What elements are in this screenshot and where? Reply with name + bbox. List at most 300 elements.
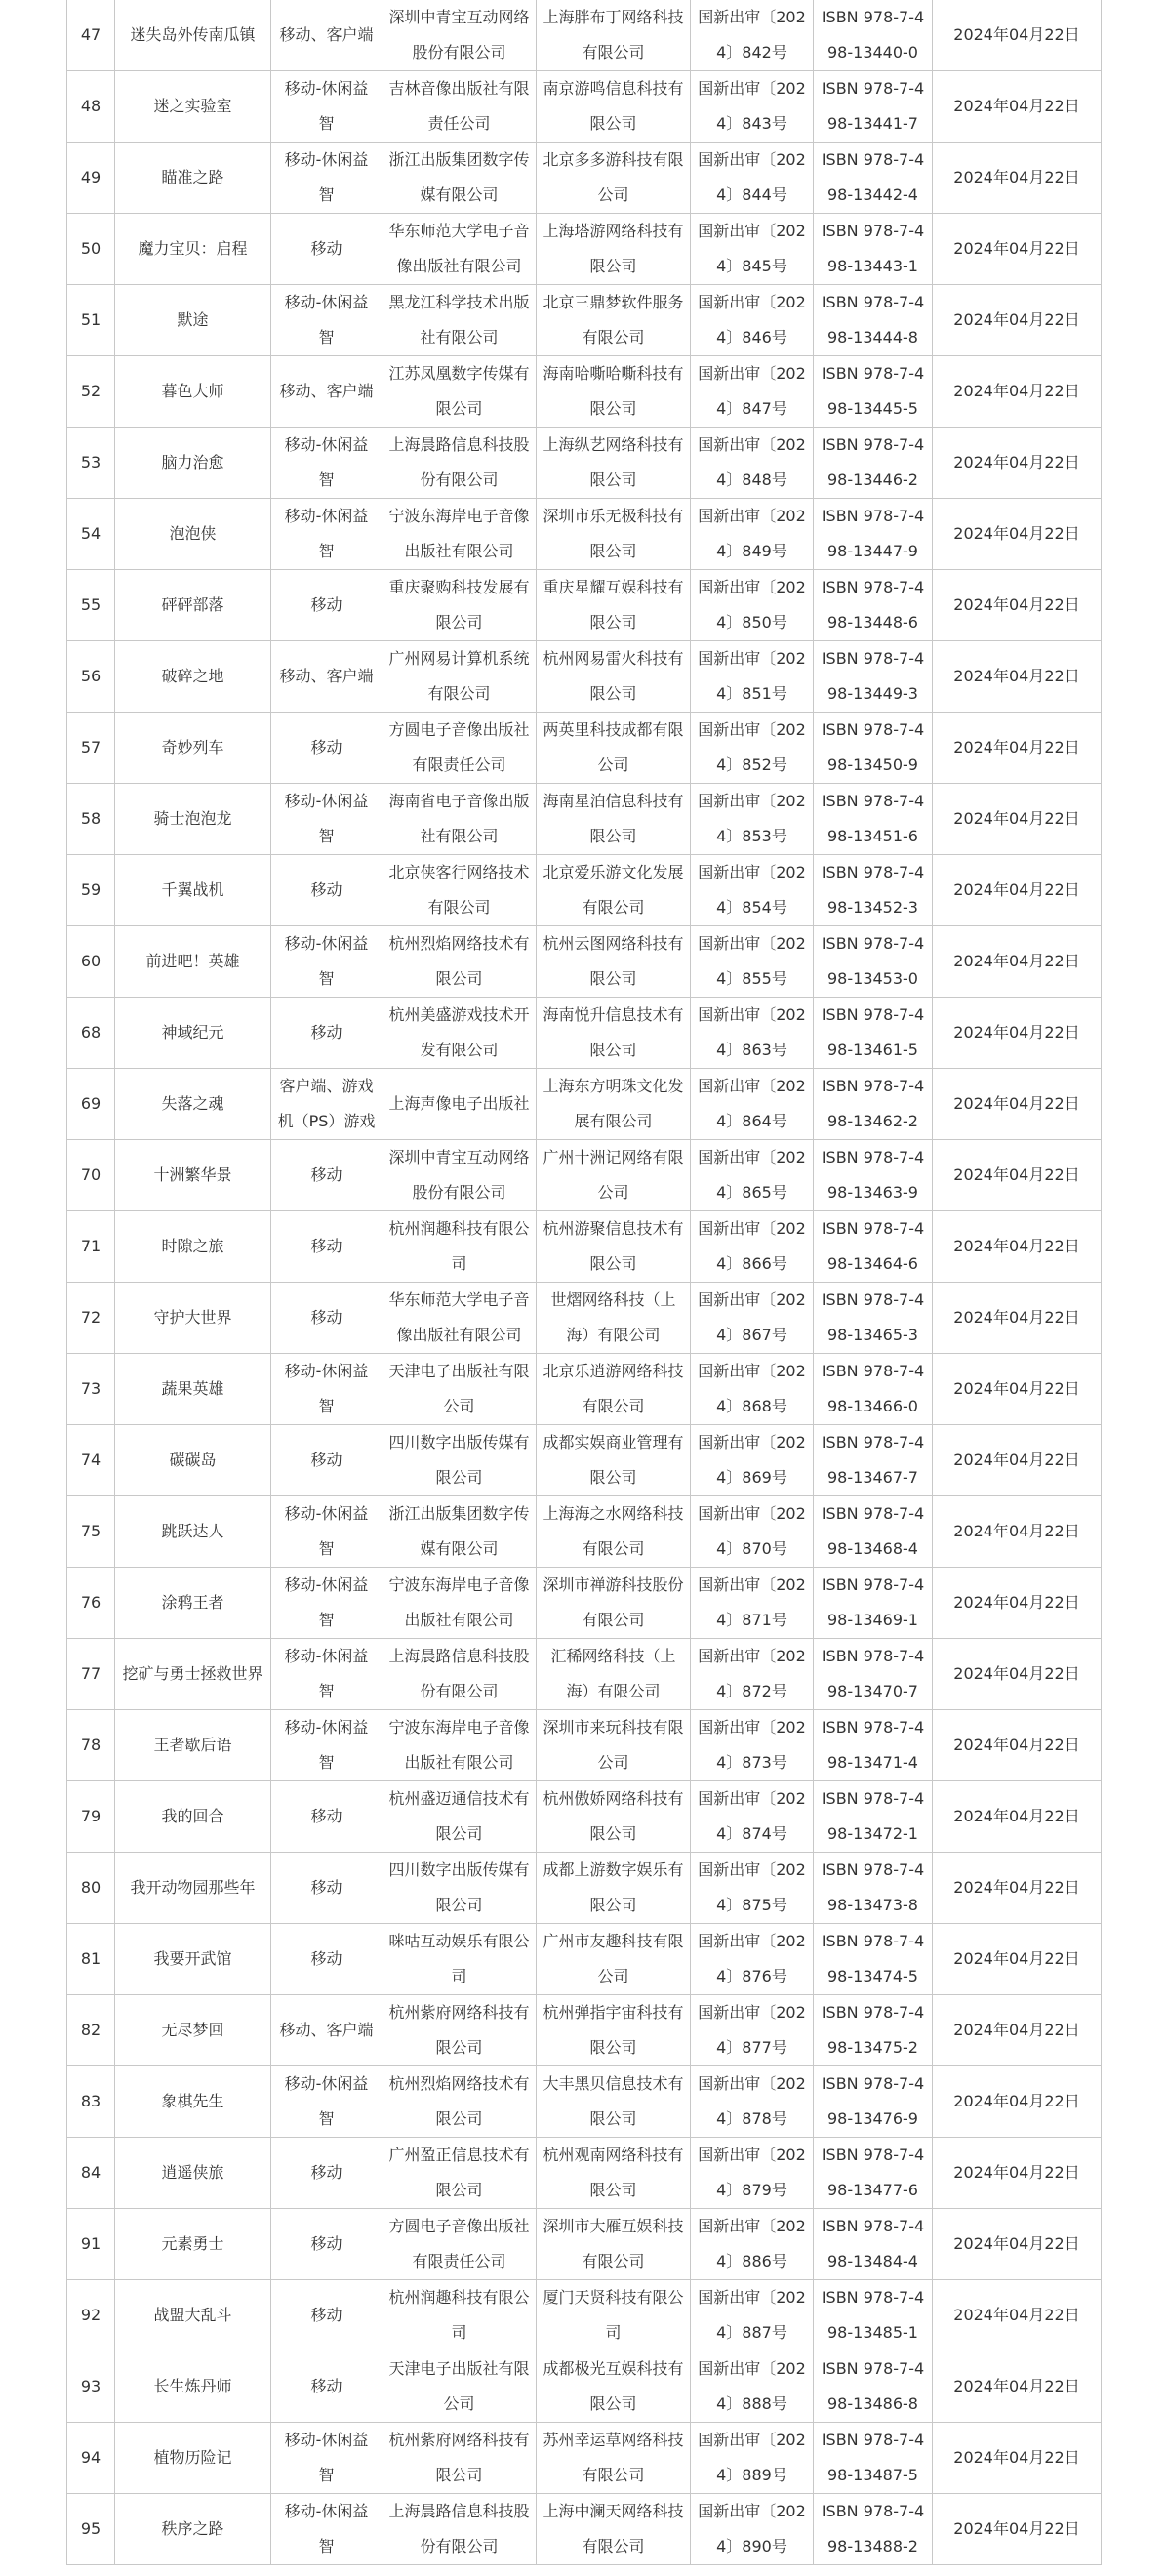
game-name-cell: 破碎之地 bbox=[115, 641, 271, 713]
table-row bbox=[67, 1211, 1102, 1283]
table-row bbox=[67, 2351, 1102, 2423]
publisher-cell: 四川数字出版传媒有限公司 bbox=[382, 1425, 537, 1496]
approval-number-cell: 国新出审〔2024〕872号 bbox=[691, 1639, 814, 1710]
game-type-cell: 移动-休闲益智 bbox=[271, 428, 382, 499]
game-name-cell: 守护大世界 bbox=[115, 1283, 271, 1354]
approval-date-cell: 2024年04月22日 bbox=[933, 499, 1102, 570]
row-number-cell: 57 bbox=[67, 713, 115, 784]
approval-date-cell: 2024年04月22日 bbox=[933, 143, 1102, 214]
operator-cell: 北京爱乐游文化发展有限公司 bbox=[537, 855, 691, 926]
table-row bbox=[67, 1496, 1102, 1568]
game-name-cell: 王者歇后语 bbox=[115, 1710, 271, 1781]
approval-number-cell: 国新出审〔2024〕854号 bbox=[691, 855, 814, 926]
row-number-cell: 82 bbox=[67, 1995, 115, 2066]
isbn-cell: ISBN 978-7-498-13448-6 bbox=[814, 570, 933, 641]
operator-cell: 两英里科技成都有限公司 bbox=[537, 713, 691, 784]
publisher-cell: 杭州紫府网络科技有限公司 bbox=[382, 1995, 537, 2066]
approval-number-cell: 国新出审〔2024〕870号 bbox=[691, 1496, 814, 1568]
isbn-cell: ISBN 978-7-498-13486-8 bbox=[814, 2351, 933, 2423]
table-row bbox=[67, 1710, 1102, 1781]
publisher-cell: 浙江出版集团数字传媒有限公司 bbox=[382, 143, 537, 214]
operator-cell: 成都实娱商业管理有限公司 bbox=[537, 1425, 691, 1496]
isbn-cell: ISBN 978-7-498-13452-3 bbox=[814, 855, 933, 926]
game-name-cell: 魔力宝贝：启程 bbox=[115, 214, 271, 285]
approval-number-cell: 国新出审〔2024〕863号 bbox=[691, 998, 814, 1069]
game-name-cell: 砰砰部落 bbox=[115, 570, 271, 641]
approval-number-cell: 国新出审〔2024〕867号 bbox=[691, 1283, 814, 1354]
table-row bbox=[67, 641, 1102, 713]
game-name-cell: 失落之魂 bbox=[115, 1069, 271, 1140]
approval-number-cell: 国新出审〔2024〕876号 bbox=[691, 1924, 814, 1995]
operator-cell: 上海中澜天网络科技有限公司 bbox=[537, 2494, 691, 2565]
game-type-cell: 移动 bbox=[271, 998, 382, 1069]
publisher-cell: 宁波东海岸电子音像出版社有限公司 bbox=[382, 1568, 537, 1639]
publisher-cell: 上海声像电子出版社 bbox=[382, 1069, 537, 1140]
game-name-cell: 十洲繁华景 bbox=[115, 1140, 271, 1211]
table-row bbox=[67, 2138, 1102, 2209]
game-type-cell: 移动 bbox=[271, 1140, 382, 1211]
publisher-cell: 北京侠客行网络技术有限公司 bbox=[382, 855, 537, 926]
row-number-cell: 70 bbox=[67, 1140, 115, 1211]
game-type-cell: 移动 bbox=[271, 2351, 382, 2423]
approval-date-cell: 2024年04月22日 bbox=[933, 998, 1102, 1069]
row-number-cell: 74 bbox=[67, 1425, 115, 1496]
operator-cell: 杭州网易雷火科技有限公司 bbox=[537, 641, 691, 713]
table-row bbox=[67, 499, 1102, 570]
isbn-cell: ISBN 978-7-498-13450-9 bbox=[814, 713, 933, 784]
approval-number-cell: 国新出审〔2024〕887号 bbox=[691, 2280, 814, 2351]
operator-cell: 杭州观南网络科技有限公司 bbox=[537, 2138, 691, 2209]
publisher-cell: 上海晨路信息科技股份有限公司 bbox=[382, 428, 537, 499]
approval-date-cell: 2024年04月22日 bbox=[933, 1568, 1102, 1639]
approval-number-cell: 国新出审〔2024〕846号 bbox=[691, 285, 814, 356]
game-type-cell: 移动-休闲益智 bbox=[271, 71, 382, 143]
row-number-cell: 92 bbox=[67, 2280, 115, 2351]
row-number-cell: 68 bbox=[67, 998, 115, 1069]
approval-date-cell: 2024年04月22日 bbox=[933, 855, 1102, 926]
game-type-cell: 移动-休闲益智 bbox=[271, 1354, 382, 1425]
row-number-cell: 51 bbox=[67, 285, 115, 356]
table-row bbox=[67, 998, 1102, 1069]
game-type-cell: 移动 bbox=[271, 1211, 382, 1283]
operator-cell: 广州市友趣科技有限公司 bbox=[537, 1924, 691, 1995]
game-type-cell: 移动-休闲益智 bbox=[271, 2423, 382, 2494]
approval-date-cell: 2024年04月22日 bbox=[933, 2351, 1102, 2423]
approval-date-cell: 2024年04月22日 bbox=[933, 2138, 1102, 2209]
isbn-cell: ISBN 978-7-498-13477-6 bbox=[814, 2138, 933, 2209]
row-number-cell: 73 bbox=[67, 1354, 115, 1425]
approval-number-cell: 国新出审〔2024〕864号 bbox=[691, 1069, 814, 1140]
approval-number-cell: 国新出审〔2024〕843号 bbox=[691, 71, 814, 143]
row-number-cell: 84 bbox=[67, 2138, 115, 2209]
table-row bbox=[67, 356, 1102, 428]
game-name-cell: 挖矿与勇士拯救世界 bbox=[115, 1639, 271, 1710]
game-type-cell: 移动、客户端 bbox=[271, 641, 382, 713]
table-row bbox=[67, 1639, 1102, 1710]
table-row bbox=[67, 2209, 1102, 2280]
table-row bbox=[67, 926, 1102, 998]
approval-number-cell: 国新出审〔2024〕874号 bbox=[691, 1781, 814, 1853]
approval-number-cell: 国新出审〔2024〕871号 bbox=[691, 1568, 814, 1639]
approval-number-cell: 国新出审〔2024〕873号 bbox=[691, 1710, 814, 1781]
operator-cell: 杭州弹指宇宙科技有限公司 bbox=[537, 1995, 691, 2066]
approval-number-cell: 国新出审〔2024〕850号 bbox=[691, 570, 814, 641]
approval-number-cell: 国新出审〔2024〕842号 bbox=[691, 0, 814, 71]
isbn-cell: ISBN 978-7-498-13444-8 bbox=[814, 285, 933, 356]
publisher-cell: 杭州烈焰网络技术有限公司 bbox=[382, 926, 537, 998]
game-name-cell: 无尽梦回 bbox=[115, 1995, 271, 2066]
game-type-cell: 移动 bbox=[271, 570, 382, 641]
isbn-cell: ISBN 978-7-498-13485-1 bbox=[814, 2280, 933, 2351]
operator-cell: 上海纵艺网络科技有限公司 bbox=[537, 428, 691, 499]
approval-date-cell: 2024年04月22日 bbox=[933, 713, 1102, 784]
publisher-cell: 广州盈正信息技术有限公司 bbox=[382, 2138, 537, 2209]
row-number-cell: 56 bbox=[67, 641, 115, 713]
table-row bbox=[67, 1853, 1102, 1924]
isbn-cell: ISBN 978-7-498-13465-3 bbox=[814, 1283, 933, 1354]
game-name-cell: 元素勇士 bbox=[115, 2209, 271, 2280]
approval-date-cell: 2024年04月22日 bbox=[933, 1781, 1102, 1853]
approval-date-cell: 2024年04月22日 bbox=[933, 2423, 1102, 2494]
approval-date-cell: 2024年04月22日 bbox=[933, 71, 1102, 143]
isbn-cell: ISBN 978-7-498-13463-9 bbox=[814, 1140, 933, 1211]
game-type-cell: 移动 bbox=[271, 713, 382, 784]
row-number-cell: 77 bbox=[67, 1639, 115, 1710]
row-number-cell: 72 bbox=[67, 1283, 115, 1354]
table-row bbox=[67, 2066, 1102, 2138]
publisher-cell: 宁波东海岸电子音像出版社有限公司 bbox=[382, 1710, 537, 1781]
approval-number-cell: 国新出审〔2024〕847号 bbox=[691, 356, 814, 428]
game-name-cell: 暮色大师 bbox=[115, 356, 271, 428]
publisher-cell: 上海晨路信息科技股份有限公司 bbox=[382, 1639, 537, 1710]
publisher-cell: 杭州烈焰网络技术有限公司 bbox=[382, 2066, 537, 2138]
approval-date-cell: 2024年04月22日 bbox=[933, 1924, 1102, 1995]
approval-date-cell: 2024年04月22日 bbox=[933, 570, 1102, 641]
row-number-cell: 93 bbox=[67, 2351, 115, 2423]
game-type-cell: 移动 bbox=[271, 214, 382, 285]
game-type-cell: 移动 bbox=[271, 1924, 382, 1995]
publisher-cell: 广州网易计算机系统有限公司 bbox=[382, 641, 537, 713]
isbn-cell: ISBN 978-7-498-13467-7 bbox=[814, 1425, 933, 1496]
game-type-cell: 移动、客户端 bbox=[271, 0, 382, 71]
row-number-cell: 47 bbox=[67, 0, 115, 71]
approval-date-cell: 2024年04月22日 bbox=[933, 285, 1102, 356]
approval-date-cell: 2024年04月22日 bbox=[933, 1639, 1102, 1710]
row-number-cell: 91 bbox=[67, 2209, 115, 2280]
operator-cell: 重庆星耀互娱科技有限公司 bbox=[537, 570, 691, 641]
row-number-cell: 95 bbox=[67, 2494, 115, 2565]
publisher-cell: 华东师范大学电子音像出版社有限公司 bbox=[382, 1283, 537, 1354]
approval-number-cell: 国新出审〔2024〕869号 bbox=[691, 1425, 814, 1496]
operator-cell: 世熠网络科技（上海）有限公司 bbox=[537, 1283, 691, 1354]
approval-number-cell: 国新出审〔2024〕889号 bbox=[691, 2423, 814, 2494]
game-type-cell: 移动-休闲益智 bbox=[271, 784, 382, 855]
table-row bbox=[67, 1425, 1102, 1496]
game-name-cell: 千翼战机 bbox=[115, 855, 271, 926]
publisher-cell: 方圆电子音像出版社有限责任公司 bbox=[382, 2209, 537, 2280]
game-type-cell: 移动 bbox=[271, 1283, 382, 1354]
game-approval-table bbox=[66, 0, 1102, 2565]
publisher-cell: 华东师范大学电子音像出版社有限公司 bbox=[382, 214, 537, 285]
operator-cell: 海南悦升信息技术有限公司 bbox=[537, 998, 691, 1069]
isbn-cell: ISBN 978-7-498-13447-9 bbox=[814, 499, 933, 570]
row-number-cell: 75 bbox=[67, 1496, 115, 1568]
isbn-cell: ISBN 978-7-498-13468-4 bbox=[814, 1496, 933, 1568]
game-name-cell: 我的回合 bbox=[115, 1781, 271, 1853]
approval-number-cell: 国新出审〔2024〕845号 bbox=[691, 214, 814, 285]
isbn-cell: ISBN 978-7-498-13488-2 bbox=[814, 2494, 933, 2565]
publisher-cell: 天津电子出版社有限公司 bbox=[382, 2351, 537, 2423]
table-row bbox=[67, 143, 1102, 214]
approval-date-cell: 2024年04月22日 bbox=[933, 1710, 1102, 1781]
approval-number-cell: 国新出审〔2024〕848号 bbox=[691, 428, 814, 499]
isbn-cell: ISBN 978-7-498-13461-5 bbox=[814, 998, 933, 1069]
row-number-cell: 60 bbox=[67, 926, 115, 998]
game-name-cell: 时隙之旅 bbox=[115, 1211, 271, 1283]
table-row bbox=[67, 713, 1102, 784]
game-name-cell: 蔬果英雄 bbox=[115, 1354, 271, 1425]
isbn-cell: ISBN 978-7-498-13449-3 bbox=[814, 641, 933, 713]
game-name-cell: 战盟大乱斗 bbox=[115, 2280, 271, 2351]
operator-cell: 南京游鸣信息科技有限公司 bbox=[537, 71, 691, 143]
game-name-cell: 象棋先生 bbox=[115, 2066, 271, 2138]
approval-number-cell: 国新出审〔2024〕877号 bbox=[691, 1995, 814, 2066]
game-name-cell: 碳碳岛 bbox=[115, 1425, 271, 1496]
publisher-cell: 方圆电子音像出版社有限责任公司 bbox=[382, 713, 537, 784]
game-name-cell: 神域纪元 bbox=[115, 998, 271, 1069]
approval-number-cell: 国新出审〔2024〕855号 bbox=[691, 926, 814, 998]
game-type-cell: 移动-休闲益智 bbox=[271, 2494, 382, 2565]
row-number-cell: 55 bbox=[67, 570, 115, 641]
game-name-cell: 植物历险记 bbox=[115, 2423, 271, 2494]
isbn-cell: ISBN 978-7-498-13474-5 bbox=[814, 1924, 933, 1995]
isbn-cell: ISBN 978-7-498-13441-7 bbox=[814, 71, 933, 143]
isbn-cell: ISBN 978-7-498-13487-5 bbox=[814, 2423, 933, 2494]
row-number-cell: 71 bbox=[67, 1211, 115, 1283]
publisher-cell: 四川数字出版传媒有限公司 bbox=[382, 1853, 537, 1924]
approval-date-cell: 2024年04月22日 bbox=[933, 2494, 1102, 2565]
approval-date-cell: 2024年04月22日 bbox=[933, 1069, 1102, 1140]
publisher-cell: 海南省电子音像出版社有限公司 bbox=[382, 784, 537, 855]
isbn-cell: ISBN 978-7-498-13476-9 bbox=[814, 2066, 933, 2138]
approval-date-cell: 2024年04月22日 bbox=[933, 356, 1102, 428]
game-type-cell: 客户端、游戏机（PS）游戏 bbox=[271, 1069, 382, 1140]
approval-date-cell: 2024年04月22日 bbox=[933, 428, 1102, 499]
isbn-cell: ISBN 978-7-498-13471-4 bbox=[814, 1710, 933, 1781]
operator-cell: 海南哈嘶哈嘶科技有限公司 bbox=[537, 356, 691, 428]
row-number-cell: 78 bbox=[67, 1710, 115, 1781]
approval-number-cell: 国新出审〔2024〕878号 bbox=[691, 2066, 814, 2138]
approval-number-cell: 国新出审〔2024〕875号 bbox=[691, 1853, 814, 1924]
isbn-cell: ISBN 978-7-498-13464-6 bbox=[814, 1211, 933, 1283]
approval-list bbox=[66, 0, 1101, 2565]
isbn-cell: ISBN 978-7-498-13442-4 bbox=[814, 143, 933, 214]
publisher-cell: 深圳中青宝互动网络股份有限公司 bbox=[382, 1140, 537, 1211]
row-number-cell: 79 bbox=[67, 1781, 115, 1853]
publisher-cell: 杭州紫府网络科技有限公司 bbox=[382, 2423, 537, 2494]
table-row bbox=[67, 1781, 1102, 1853]
game-name-cell: 瞄准之路 bbox=[115, 143, 271, 214]
game-type-cell: 移动-休闲益智 bbox=[271, 2066, 382, 2138]
isbn-cell: ISBN 978-7-498-13453-0 bbox=[814, 926, 933, 998]
row-number-cell: 94 bbox=[67, 2423, 115, 2494]
game-name-cell: 默途 bbox=[115, 285, 271, 356]
table-row bbox=[67, 285, 1102, 356]
row-number-cell: 52 bbox=[67, 356, 115, 428]
game-name-cell: 我要开武馆 bbox=[115, 1924, 271, 1995]
operator-cell: 深圳市来玩科技有限公司 bbox=[537, 1710, 691, 1781]
table-row bbox=[67, 214, 1102, 285]
approval-date-cell: 2024年04月22日 bbox=[933, 1354, 1102, 1425]
operator-cell: 深圳市禅游科技股份有限公司 bbox=[537, 1568, 691, 1639]
row-number-cell: 76 bbox=[67, 1568, 115, 1639]
publisher-cell: 黑龙江科学技术出版社有限公司 bbox=[382, 285, 537, 356]
table-row bbox=[67, 1568, 1102, 1639]
approval-date-cell: 2024年04月22日 bbox=[933, 1496, 1102, 1568]
approval-date-cell: 2024年04月22日 bbox=[933, 1140, 1102, 1211]
publisher-cell: 天津电子出版社有限公司 bbox=[382, 1354, 537, 1425]
game-type-cell: 移动 bbox=[271, 1781, 382, 1853]
approval-number-cell: 国新出审〔2024〕852号 bbox=[691, 713, 814, 784]
isbn-cell: ISBN 978-7-498-13469-1 bbox=[814, 1568, 933, 1639]
operator-cell: 杭州游聚信息技术有限公司 bbox=[537, 1211, 691, 1283]
approval-date-cell: 2024年04月22日 bbox=[933, 2209, 1102, 2280]
table-row bbox=[67, 2280, 1102, 2351]
game-type-cell: 移动 bbox=[271, 1425, 382, 1496]
game-type-cell: 移动 bbox=[271, 1853, 382, 1924]
approval-date-cell: 2024年04月22日 bbox=[933, 1283, 1102, 1354]
table-row bbox=[67, 784, 1102, 855]
approval-number-cell: 国新出审〔2024〕868号 bbox=[691, 1354, 814, 1425]
game-name-cell: 前进吧！英雄 bbox=[115, 926, 271, 998]
approval-number-cell: 国新出审〔2024〕844号 bbox=[691, 143, 814, 214]
isbn-cell: ISBN 978-7-498-13484-4 bbox=[814, 2209, 933, 2280]
table-row bbox=[67, 1995, 1102, 2066]
operator-cell: 上海海之水网络科技有限公司 bbox=[537, 1496, 691, 1568]
operator-cell: 大丰黑贝信息技术有限公司 bbox=[537, 2066, 691, 2138]
game-name-cell: 泡泡侠 bbox=[115, 499, 271, 570]
isbn-cell: ISBN 978-7-498-13475-2 bbox=[814, 1995, 933, 2066]
operator-cell: 上海东方明珠文化发展有限公司 bbox=[537, 1069, 691, 1140]
operator-cell: 深圳市大雁互娱科技有限公司 bbox=[537, 2209, 691, 2280]
game-type-cell: 移动、客户端 bbox=[271, 1995, 382, 2066]
game-name-cell: 迷失岛外传南瓜镇 bbox=[115, 0, 271, 71]
approval-number-cell: 国新出审〔2024〕849号 bbox=[691, 499, 814, 570]
row-number-cell: 69 bbox=[67, 1069, 115, 1140]
operator-cell: 苏州幸运草网络科技有限公司 bbox=[537, 2423, 691, 2494]
publisher-cell: 深圳中青宝互动网络股份有限公司 bbox=[382, 0, 537, 71]
game-type-cell: 移动 bbox=[271, 2209, 382, 2280]
approval-date-cell: 2024年04月22日 bbox=[933, 1995, 1102, 2066]
operator-cell: 上海胖布丁网络科技有限公司 bbox=[537, 0, 691, 71]
table-body bbox=[67, 0, 1102, 2565]
game-name-cell: 秩序之路 bbox=[115, 2494, 271, 2565]
game-type-cell: 移动、客户端 bbox=[271, 356, 382, 428]
table-row bbox=[67, 855, 1102, 926]
game-name-cell: 长生炼丹师 bbox=[115, 2351, 271, 2423]
operator-cell: 成都上游数字娱乐有限公司 bbox=[537, 1853, 691, 1924]
table-row bbox=[67, 0, 1102, 71]
operator-cell: 广州十洲记网络有限公司 bbox=[537, 1140, 691, 1211]
game-name-cell: 涂鸦王者 bbox=[115, 1568, 271, 1639]
table-row bbox=[67, 1354, 1102, 1425]
table-row bbox=[67, 428, 1102, 499]
approval-date-cell: 2024年04月22日 bbox=[933, 0, 1102, 71]
isbn-cell: ISBN 978-7-498-13445-5 bbox=[814, 356, 933, 428]
operator-cell: 厦门天贤科技有限公司 bbox=[537, 2280, 691, 2351]
table-row bbox=[67, 2423, 1102, 2494]
operator-cell: 北京乐逍游网络科技有限公司 bbox=[537, 1354, 691, 1425]
row-number-cell: 59 bbox=[67, 855, 115, 926]
approval-date-cell: 2024年04月22日 bbox=[933, 926, 1102, 998]
approval-date-cell: 2024年04月22日 bbox=[933, 2280, 1102, 2351]
row-number-cell: 83 bbox=[67, 2066, 115, 2138]
publisher-cell: 上海晨路信息科技股份有限公司 bbox=[382, 2494, 537, 2565]
approval-number-cell: 国新出审〔2024〕866号 bbox=[691, 1211, 814, 1283]
isbn-cell: ISBN 978-7-498-13440-0 bbox=[814, 0, 933, 71]
game-type-cell: 移动-休闲益智 bbox=[271, 285, 382, 356]
publisher-cell: 杭州盛迈通信技术有限公司 bbox=[382, 1781, 537, 1853]
row-number-cell: 54 bbox=[67, 499, 115, 570]
approval-number-cell: 国新出审〔2024〕886号 bbox=[691, 2209, 814, 2280]
publisher-cell: 宁波东海岸电子音像出版社有限公司 bbox=[382, 499, 537, 570]
isbn-cell: ISBN 978-7-498-13462-2 bbox=[814, 1069, 933, 1140]
row-number-cell: 48 bbox=[67, 71, 115, 143]
publisher-cell: 咪咕互动娱乐有限公司 bbox=[382, 1924, 537, 1995]
game-type-cell: 移动-休闲益智 bbox=[271, 1568, 382, 1639]
approval-date-cell: 2024年04月22日 bbox=[933, 1425, 1102, 1496]
approval-number-cell: 国新出审〔2024〕879号 bbox=[691, 2138, 814, 2209]
publisher-cell: 吉林音像出版社有限责任公司 bbox=[382, 71, 537, 143]
row-number-cell: 53 bbox=[67, 428, 115, 499]
isbn-cell: ISBN 978-7-498-13466-0 bbox=[814, 1354, 933, 1425]
approval-date-cell: 2024年04月22日 bbox=[933, 1211, 1102, 1283]
operator-cell: 海南星泊信息科技有限公司 bbox=[537, 784, 691, 855]
publisher-cell: 杭州润趣科技有限公司 bbox=[382, 2280, 537, 2351]
game-type-cell: 移动-休闲益智 bbox=[271, 926, 382, 998]
game-name-cell: 迷之实验室 bbox=[115, 71, 271, 143]
table-row bbox=[67, 2494, 1102, 2565]
game-type-cell: 移动-休闲益智 bbox=[271, 143, 382, 214]
publisher-cell: 杭州润趣科技有限公司 bbox=[382, 1211, 537, 1283]
table-row bbox=[67, 1069, 1102, 1140]
row-number-cell: 50 bbox=[67, 214, 115, 285]
game-type-cell: 移动 bbox=[271, 2280, 382, 2351]
table-row bbox=[67, 1283, 1102, 1354]
isbn-cell: ISBN 978-7-498-13470-7 bbox=[814, 1639, 933, 1710]
approval-date-cell: 2024年04月22日 bbox=[933, 2066, 1102, 2138]
approval-date-cell: 2024年04月22日 bbox=[933, 214, 1102, 285]
publisher-cell: 杭州美盛游戏技术开发有限公司 bbox=[382, 998, 537, 1069]
operator-cell: 上海塔游网络科技有限公司 bbox=[537, 214, 691, 285]
game-name-cell: 跳跃达人 bbox=[115, 1496, 271, 1568]
isbn-cell: ISBN 978-7-498-13472-1 bbox=[814, 1781, 933, 1853]
publisher-cell: 江苏凤凰数字传媒有限公司 bbox=[382, 356, 537, 428]
operator-cell: 杭州云图网络科技有限公司 bbox=[537, 926, 691, 998]
game-type-cell: 移动 bbox=[271, 855, 382, 926]
table-row bbox=[67, 71, 1102, 143]
operator-cell: 汇稀网络科技（上海）有限公司 bbox=[537, 1639, 691, 1710]
game-type-cell: 移动-休闲益智 bbox=[271, 1710, 382, 1781]
game-type-cell: 移动 bbox=[271, 2138, 382, 2209]
approval-number-cell: 国新出审〔2024〕888号 bbox=[691, 2351, 814, 2423]
operator-cell: 杭州傲娇网络科技有限公司 bbox=[537, 1781, 691, 1853]
operator-cell: 成都极光互娱科技有限公司 bbox=[537, 2351, 691, 2423]
operator-cell: 北京多多游科技有限公司 bbox=[537, 143, 691, 214]
approval-number-cell: 国新出审〔2024〕865号 bbox=[691, 1140, 814, 1211]
game-name-cell: 逍遥侠旅 bbox=[115, 2138, 271, 2209]
isbn-cell: ISBN 978-7-498-13473-8 bbox=[814, 1853, 933, 1924]
